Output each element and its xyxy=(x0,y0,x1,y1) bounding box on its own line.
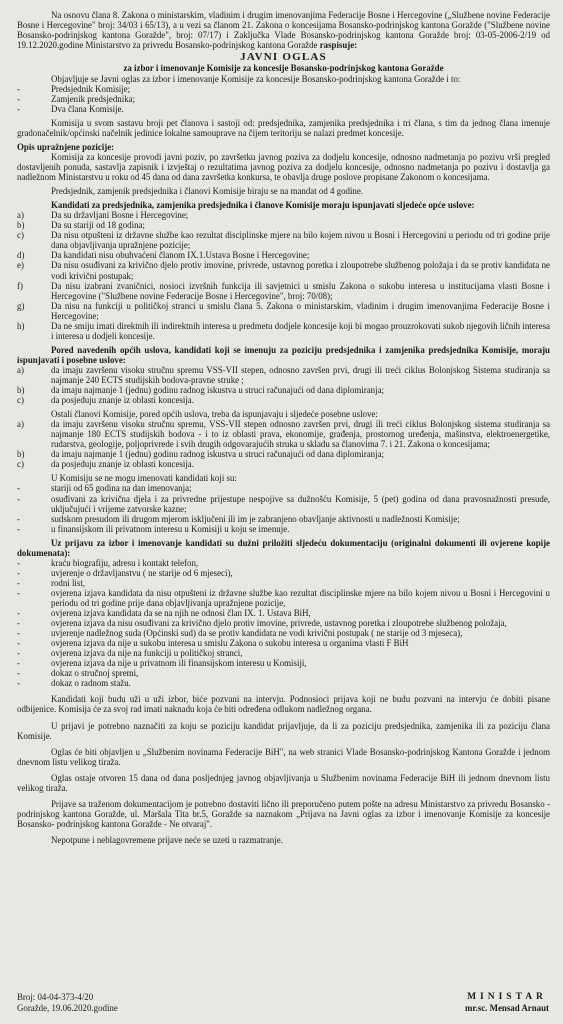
list-item: a) da imaju završenu visoku stručnu spremu VSS-VII stepen, odnosno završen prvi, drugi ili treći ciklus Bolonjskog Sistema studiranja sa najmanje 240 ECTS studijskih bodova-pravne struke ; xyxy=(17,364,550,385)
minister-title: MINISTAR xyxy=(467,992,547,1002)
positions-list xyxy=(17,84,550,114)
special-requirements-heading: Pored navedenih općih uslova, kandidati koji se imenuju za poziciju predsjednika i zamjenika predsjednika Komisije, moraju ispunjavati i posebne uslove: xyxy=(17,344,550,365)
general-requirements-list xyxy=(17,210,550,341)
list-item: b) da imaju najmanje 1 (jednu) godinu radnog iskustva u struci računajući od dana diplomiranja; xyxy=(17,449,384,460)
notice-title: JAVNI OGLAS xyxy=(240,51,327,64)
list-item: - Zamjenik predsjednika; xyxy=(17,93,136,104)
list-item: - uvjerenje nadležnog suda (Općinski sud) da se protiv kandidata ne vodi krivični postupak ( ne starije od 3 mjeseca), xyxy=(17,628,463,639)
list-item: - u finansijskom ili privatnom interesu u Komisiji u koju se imenuje. xyxy=(17,523,290,534)
composition-paragraph: Komisija u svom sastavu broji pet članova i sastoji od: predsjednika, zamjenika predsjednika i tri člana, s tim da jednog člana imenuje gradonačelnik/općinski načelnik jedinice lokalne samouprave na čijem teritoriju se nalazi predmet koncesije. xyxy=(17,117,550,138)
signature-block xyxy=(465,992,549,1013)
notice-footer xyxy=(17,992,549,1013)
list-item: - dokaz o radnom stažu. xyxy=(17,678,131,689)
list-item: b) da imaju najmanje 1 (jednu) godinu radnog iskustva u struci računajući od dana diplomiranja; xyxy=(17,385,384,396)
documents-list xyxy=(17,558,550,689)
intro-text: Na osnovu člana 8. Zakona o ministarskim, vladinim i drugim imenovanjima Federacije Bosne i Hercegovine („Službene novine Federacije Bosne i Hercegovine" broj: 34/03 i 65/13), a u vezi sa članom 21. Zakona o koncesijama Bosansko-podrinjskog kantona Goražde ("Službene novine Bosansko-podrinjskog kantona Goražde", broj: 07/17) i Zaključka Vlade Bosansko-podrinjskog kantona Goražde broj: 03-05-2006-2/19 od 19.12.2020.godine Ministarstvo za privredu Bosansko-podrinjskog kantona Goražde xyxy=(17,10,550,51)
dash-marker: - xyxy=(17,103,20,114)
documents-heading: Uz prijavu za izbor i imenovanje kandidati su dužni priložiti sljedeću dokumentaciju (originalni dokumenti ili ovjerene kopije dokumenata): xyxy=(17,537,550,558)
list-item: - ovjerena izjava kandidata da nisu otpušteni iz državne službe kao rezultat disciplinske mjere na bilo kojem nivou u Bosni i Hercegovini u periodu od tri godine prije dana objavljivanja upražnjene pozicije, xyxy=(17,587,550,608)
list-item: c) Da nisu otpušteni iz državne službe kao rezultat disciplinske mjere na bilo kojem nivou u Bosni i Hercegovini u periodu od tri godine prije dana objavljivanja upražnjene pozicije; xyxy=(17,230,550,251)
list-item: h) Da ne smiju imati direktnih ili indirektnih interesa u predmetu dodjele koncesije koji bi mogao prouzrokovati sukob njegovih ličnih interesa i interesa u dodjeli koncesije. xyxy=(17,320,550,341)
list-item: - sudskom presudom ili drugom mjerom isključeni ili im je zabranjeno obavljanje aktivnosti u nadležnosti Komisije; xyxy=(17,513,460,524)
publication-paragraph: Oglas će biti objavljen u „Službenim novinama Federacije BiH", na web stranici Vlade Bosansko-podrinjskog Kantona Goražde i jednom dnevnom listu velikog tiraža. xyxy=(17,746,550,767)
list-item: c) da posjeduju znanje iz oblasti koncesija. xyxy=(17,459,194,470)
minister-name: mr.sc. Mensad Arnaut xyxy=(465,1002,549,1013)
description-paragraph: Komisija za koncesije provodi javni poziv, po završetku javnog poziva za dodjelu koncesije, odnosno nadmetanja po pozivu vrši pregled dostavljenih ponuda, sastavlja zapisnik i izvještaj o rezultatima javnog poziva za dodjelu koncesije, odnosno nadmetanja po pozivu i dostavlja ga nadležnom Ministarstvu u roku od 45 dana od dana završetka konkursa, te obavlja druge poslove propisane Zakonom o koncesijama. xyxy=(17,152,550,183)
submission-paragraph: Prijave sa traženom dokumentacijom je potrebno dostaviti lično ili preporučeno putem pošte na adresu Ministarstvo za privredu Bosansko - podrinjskog kantona Goražde, ul. Maršala Tita br.5, Goražde sa naznakom „Prijava na Javni oglas za izbor i imenovanje Komisije za koncesije Bosansko- podrinjskog kantona Goražde - Ne otvaraj". xyxy=(17,798,550,829)
exclusions-heading: U Komisiju se ne mogu imenovati kandidati koji su: xyxy=(51,473,237,484)
list-item: - ovjerena izjava da nije u sukobu interesa u smislu Zakona o sukobu interesa u organima vlasti F BiH xyxy=(17,638,409,649)
special-requirements-list xyxy=(17,365,550,405)
list-item: - Predsjednik Komisije; xyxy=(17,83,131,94)
intro-paragraph xyxy=(17,10,550,50)
position-note-paragraph: U prijavi je potrebno naznačiti za koju se poziciju kandidat prijavljuje, da li za poziciju predsjednika, zamjenika ili za poziciju člana Komisije. xyxy=(17,720,550,741)
list-item: - ovjerena izjava da nisu osuđivani za krivično djelo protiv imovine, privrede, ustavnog poretka i zloupotrebe službenog položaja, xyxy=(17,618,507,629)
list-item: - rodni list, xyxy=(17,577,86,588)
exclusions-list xyxy=(17,483,550,533)
list-item: - ovjerena izjava da nije na funkciji u političkoj stranci, xyxy=(17,648,243,659)
list-item: c) da posjeduju znanje iz oblasti koncesija. xyxy=(17,395,194,406)
list-item: a) Da su državljani Bosne i Hercegovine; xyxy=(17,210,189,221)
general-requirements-heading: Kandidati za predsjednika, zamjenika predsjednika i članove Komisije moraju ispunjavati sljedeće opće uslove: xyxy=(51,200,475,211)
list-item: - ovjerena izjava da nije u privatnom ili finansijskom interesu u Komisiji, xyxy=(17,658,307,669)
list-item: - kraću biografiju, adresu i kontakt telefon, xyxy=(17,557,199,568)
reference-number: Broj: 04-04-373-4/20 xyxy=(17,992,94,1002)
list-item: - dokaz o stručnoj spremi, xyxy=(17,668,139,679)
reference-block xyxy=(17,992,118,1013)
list-item: - osuđivani za krivična djela i za privredne prijestupe nespojive sa dužnošću Komisije, 5 (pet) godina od dana pravosnažnosti presude, uključujući i vrijeme zatvorske kazne; xyxy=(17,493,550,514)
intro-bold: raspisuje: xyxy=(319,40,358,51)
list-item: a) da imaju završenu visoku stručnu spremu, VSS-VII stepen odnosno završen prvi, drugi ili treći ciklus Bolonjskog sistema studiranja sa najmanje 180 ECTS studijskih bodova - i to iz oblasti prava, ekonomije, građenja, prostornog uređenja, mašinstva, elektroenergetike, rudarstva, geologije, poljoprivrede i svih drugih odgovarajućih struka u skladu sa članovima 7. i 21. Zakona o koncesijama; xyxy=(17,419,550,450)
interview-paragraph: Kandidati koji budu uži u uži izbor, biće pozvani na intervju. Podnosioci prijava koji ne budu pozvani na intervju će dobiti pisane odbijenice. Komisija će za svoj rad imati naknadu koja će biti određena odlukom nadležnog organa. xyxy=(17,694,550,715)
list-item: - Dva člana Komisije. xyxy=(17,103,124,114)
list-item: g) Da nisu na funkciji u političkoj stranci u smislu člana 5. Zakona o ministarskim, vladinim i drugim imenovanjima Federacije Bosne i Hercegovine; xyxy=(17,300,550,321)
deadline-paragraph: Oglas ostaje otvoren 15 dana od dana posljednjeg javnog objavljivanja u Službenim novinama Federacije BiH ili jednom dnevnom listu velikog tiraža. xyxy=(17,772,550,793)
list-item: - stariji od 65 godina na dan imenovanja; xyxy=(17,483,192,494)
notice-subtitle: za izbor i imenovanje Komisije za koncesije Bosansko-podrinjskog kantona Goražde xyxy=(123,63,444,74)
list-item: - ovjerena izjava kandidata da se na njih ne odnosi član IX. 1. Ustava BiH, xyxy=(17,608,311,619)
list-item: b) Da su stariji od 18 godina; xyxy=(17,220,145,231)
announce-paragraph: Objavljuje se Javni oglas za izbor i imenovanje Komisije za koncesije Bosansko-podrinjskog kantona Goražde i to: xyxy=(51,73,461,84)
members-requirements-heading: Ostali članovi Komisije, pored općih uslova, treba da ispunjavaju i sljedeće posebne uslove: xyxy=(51,409,378,420)
dash-marker: - xyxy=(17,93,20,104)
list-item: - uvjerenje o državljanstvu ( ne starije od 6 mjeseci), xyxy=(17,567,233,578)
list-item: d) Da kandidati nisu obuhvaćeni članom IX.1.Ustava Bosne i Hercegovine; xyxy=(17,250,310,261)
incomplete-note-paragraph: Nepotpune i neblagovremene prijave neće se uzeti u razmatranje. xyxy=(51,834,283,845)
dash-marker: - xyxy=(17,83,20,94)
list-item: e) Da nisu osuđivani za krivično djelo protiv imovine, privrede, ustavnog poretka i zloupotrebe službenog položaja i da se protiv kandidata ne vodi krivični postupak; xyxy=(17,260,550,281)
mandate-paragraph: Predsjednik, zamjenik predsjednika i članovi Komisije biraju se na mandat od 4 godine. xyxy=(51,186,364,197)
members-requirements-list xyxy=(17,419,550,469)
description-heading: Opis upražnjene pozicije: xyxy=(17,141,115,152)
list-item: f) Da nisu izabrani zvaničnici, nosioci izvršnih funkcija ili savjetnici u smislu Zakona o sukobu interesa u institucijama vlasti Bosne i Hercegovine ("Službene novine Federacije Bosne i Hercegovine", broj: 70/08); xyxy=(17,280,550,301)
place-date: Goražde, 19.06.2020.godine xyxy=(17,1002,118,1013)
